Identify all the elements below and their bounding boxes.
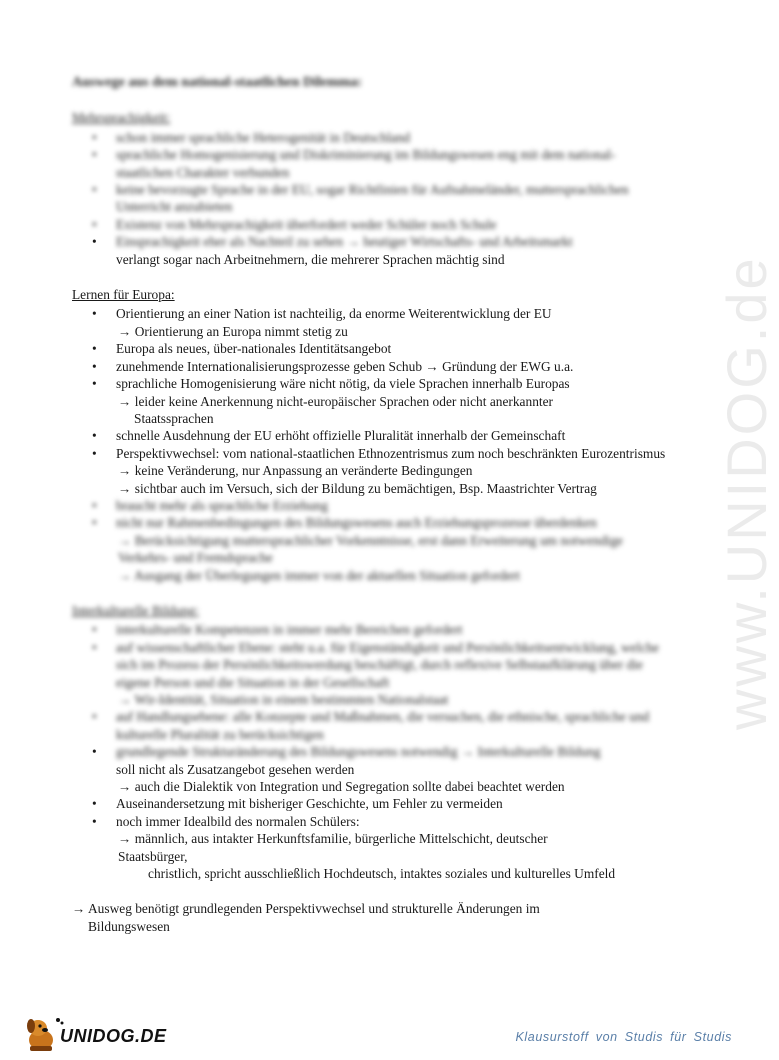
list-item: • Auseinandersetzung mit bisheriger Geschichte, um Fehler zu vermeiden <box>72 795 672 812</box>
watermark-text: www.UNIDOG.de <box>715 255 778 730</box>
list-item: • interkulturelle Kompetenzen in immer mehr Bereichen gefordert <box>72 621 672 638</box>
sub-item: → auch die Dialektik von Integration und Segregation sollte dabei beachtet werden <box>118 779 565 795</box>
list-item: • Europa als neues, über-nationales Identitätsangebot <box>72 340 672 357</box>
sub-item: → Wir-Identität, Situation in einem bestimmten Nationalstaat <box>118 692 449 707</box>
section-heading-mehrsprachigkeit: Mehrsprachigkeit: <box>72 110 171 126</box>
document-content <box>72 74 672 935</box>
dog-mascot-icon <box>24 1014 64 1054</box>
document-title: Auswege aus dem national-staatlichen Dilemma: <box>72 75 363 90</box>
list-item: • keine bevorzugte Sprache in der EU, sogar Richtlinien für Aufnahmeländer, muttersprachlichen Unterricht anzubieten <box>72 181 672 216</box>
list-item: • sprachliche Homogenisierung und Diskriminierung im Bildungswesen eng mit dem national-staatlichen Charakter verbunden <box>72 146 672 181</box>
sub-item: Staatsbürger, <box>118 848 188 864</box>
footer-tagline: Klausurstoff von Studis für Studis <box>515 1030 732 1044</box>
section-heading-interkulturelle-bildung: Interkulturelle Bildung: <box>72 602 199 618</box>
sub-item: → sichtbar auch im Versuch, sich der Bildung zu bemächtigen, Bsp. Maastrichter Vertrag <box>118 480 597 496</box>
sub-item: → Berücksichtigung muttersprachlicher Vorkenntnisse, erst dann Erweiterung um notwendige Verkehrs- und Fremdsprache <box>118 532 623 566</box>
list-item: • braucht mehr als sprachliche Erziehung <box>72 497 672 514</box>
sub-item: → Ausgang der Überlegungen immer von der aktuellen Situation gefordert <box>118 567 520 583</box>
list-item-continuation: verlangt sogar nach Arbeitnehmern, die mehrerer Sprachen mächtig sind <box>116 251 505 267</box>
conclusion-line: Bildungswesen <box>88 918 170 934</box>
list-item: • nicht nur Rahmenbedingungen des Bildungswesens auch Erziehungsprozesse überdenken → Berücksichtigung muttersprachlicher Vorkenntnisse, erst dann Erweiterung um notwendige Verkehrs- und Fremdsprache → Ausgang der Überlegungen immer von der aktuellen Situation gefordert <box>72 514 672 584</box>
section-list-mehrsprachigkeit <box>72 129 672 268</box>
list-item: • auf Handlungsebene: alle Konzepte und Maßnahmen, die versuchen, die ethnische, sprachliche und kulturelle Pluralität zu berücksichtigen <box>72 708 672 743</box>
list-item: • schon immer sprachliche Heterogenität in Deutschland <box>72 129 672 146</box>
logo-text: UNIDOG.DE <box>60 1026 167 1046</box>
list-item: • schnelle Ausdehnung der EU erhöht offizielle Pluralität innerhalb der Gemeinschaft <box>72 427 672 444</box>
list-item: • Einsprachigkeit eher als Nachteil zu sehen → heutiger Wirtschafts- und Arbeitsmarkt verlangt sogar nach Arbeitnehmern, die mehrerer Sprachen mächtig sind <box>72 233 672 268</box>
sub-item: Staatssprachen <box>134 410 214 426</box>
list-item: • grundlegende Strukturänderung des Bildungswesens notwendig → Interkulturelle Bildung soll nicht als Zusatzangebot gesehen werden → auch die Dialektik von Integration und Segregation sollte dabei beachtet werden <box>72 743 672 795</box>
list-item: • Existenz von Mehrsprachigkeit überfordert weder Schüler noch Schule <box>72 216 672 233</box>
list-item-continuation: soll nicht als Zusatzangebot gesehen werden <box>116 761 355 777</box>
list-item: • auf wissenschaftlicher Ebene: steht u.a. für Eigenständigkeit und Persönlichkeitsentwicklung, welche sich im Prozess der Persönlichkeitswerdung beschäftigt, durch reflexive Selbstaufklärung über die eigene Person und die Situation in der Gesellschaft → Wir-Identität, Situation in einem bestimmten Nationalstaat <box>72 639 672 709</box>
sub-item: → leider keine Anerkennung nicht-europäischer Sprachen oder nicht anerkannter <box>118 393 554 409</box>
sub-item: → Orientierung an Europa nimmt stetig zu <box>118 323 348 339</box>
conclusion <box>72 900 672 935</box>
sub-item: → keine Veränderung, nur Anpassung an veränderte Bedingungen <box>118 463 473 479</box>
list-item: • Perspektivwechsel: vom national-staatlichen Ethnozentrismus zum noch beschränkten Eurozentrismus → keine Veränderung, nur Anpassung an veränderte Bedingungen → sichtbar auch im Versuch, sich der Bildung zu bemächtigen, Bsp. Maastrichter Vertrag <box>72 445 672 497</box>
list-item: • noch immer Idealbild des normalen Schülers: → männlich, aus intakter Herkunftsfamilie, bürgerliche Mittelschicht, deutscher Staatsbürger, christlich, spricht ausschließlich Hochdeutsch, intaktes soziales und kulturelles Umfeld <box>72 813 672 883</box>
unidog-logo <box>24 1014 184 1054</box>
section-list-lernen-fuer-europa <box>72 305 672 584</box>
list-item: • Orientierung an einer Nation ist nachteilig, da enorme Weiterentwicklung der EU → Orientierung an Europa nimmt stetig zu <box>72 305 672 340</box>
list-item: • zunehmende Internationalisierungsprozesse geben Schub → Gründung der EWG u.a. <box>72 358 672 375</box>
conclusion-line: → Ausweg benötigt grundlegenden Perspektivwechsel und strukturelle Änderungen im <box>72 901 540 917</box>
section-heading-lernen-fuer-europa: Lernen für Europa: <box>72 287 175 303</box>
list-item: • sprachliche Homogenisierung wäre nicht nötig, da viele Sprachen innerhalb Europas → leider keine Anerkennung nicht-europäischer Sprachen oder nicht anerkannter Staatssprachen <box>72 375 672 427</box>
section-list-interkulturelle-bildung <box>72 621 672 882</box>
sub-item: → männlich, aus intakter Herkunftsfamilie, bürgerliche Mittelschicht, deutscher <box>118 831 548 847</box>
sub-item: christlich, spricht ausschließlich Hochdeutsch, intaktes soziales und kulturelles Umfeld <box>148 866 616 882</box>
